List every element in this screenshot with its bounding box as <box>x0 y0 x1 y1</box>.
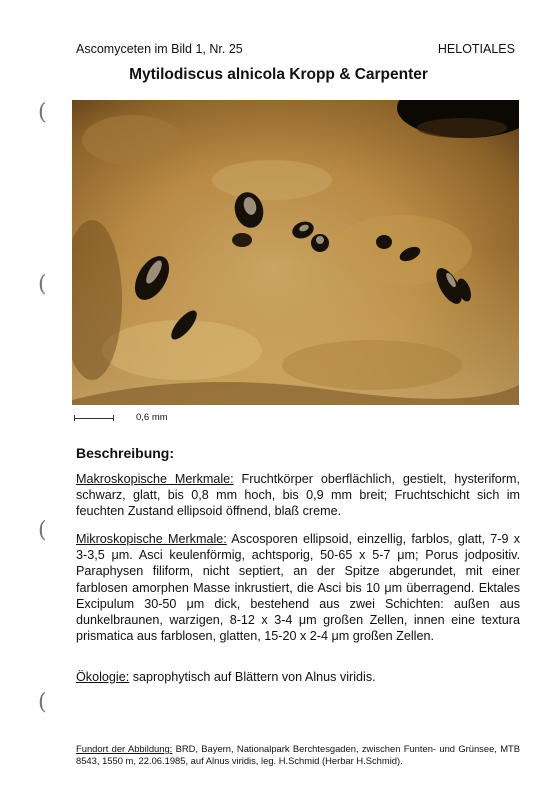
description-heading: Beschreibung: <box>76 445 175 461</box>
micro-label: Mikroskopische Merkmale: <box>76 532 227 546</box>
ecology-text: saprophytisch auf Blättern von Alnus viridis. <box>129 670 376 684</box>
micro-text: Ascosporen ellipsoid, einzellig, farblos, glatt, 7-9 x 3-3,5 μm. Asci keulenförmig, achtsporig, 50-65 x 5-7 μm; Porus jodpositiv. Paraphysen filiform, nicht septiert, an der Spitze abgerundet, mit einer farblosen amorphen Masse inkrustiert, die Asci bis 10 μm überragend. Ektales Excipulum 30-50 μm dick, bestehend aus zwei Schichten: außen aus dunkelbraunen, warzigen, 8-12 x 3-4 μm großen Zellen, innen eine textura prismatica aus farblosen, glatten, 15-20 x 2-4 μm großen Zellen. <box>76 532 520 644</box>
footer-text: BRD, Bayern, Nationalpark Berchtesgaden, zwischen Funten- und Grünsee, MTB 8543, 1550 m, 22.06.1985, auf Alnus viridis, leg. H.Schmid (Herbar H.Schmid). <box>76 743 520 766</box>
page-title: Mytilodiscus alnicola Kropp & Carpenter <box>129 66 428 83</box>
macro-text: Fruchtkörper oberflächlich, gestielt, hysteriform, schwarz, glatt, bis 0,8 mm hoch, bis 0,9 mm breit; Fruchtschicht sich im feuchten Zustand ellipsoid öffnend, blaß creme. <box>76 472 520 519</box>
ecology-paragraph <box>76 669 520 685</box>
binder-hole-mark: ( <box>38 518 47 543</box>
scale-bar <box>74 412 168 423</box>
scale-bar-line <box>74 415 114 421</box>
ecology-label: Ökologie: <box>76 670 130 684</box>
specimen-photo <box>72 100 519 405</box>
scale-label: 0,6 mm <box>136 412 168 423</box>
binder-hole-mark: ( <box>38 100 47 125</box>
footer-label: Fundort der Abbildung: <box>76 743 173 754</box>
macro-paragraph <box>76 471 520 520</box>
macro-label: Makroskopische Merkmale: <box>76 472 234 486</box>
footer-locality <box>76 743 520 767</box>
binder-hole-mark: ( <box>38 690 47 715</box>
series-label: Ascomyceten im Bild 1, Nr. 25 <box>76 42 243 56</box>
binder-hole-mark: ( <box>38 272 47 297</box>
order-label: HELOTIALES <box>437 42 515 56</box>
micro-paragraph <box>76 531 520 644</box>
